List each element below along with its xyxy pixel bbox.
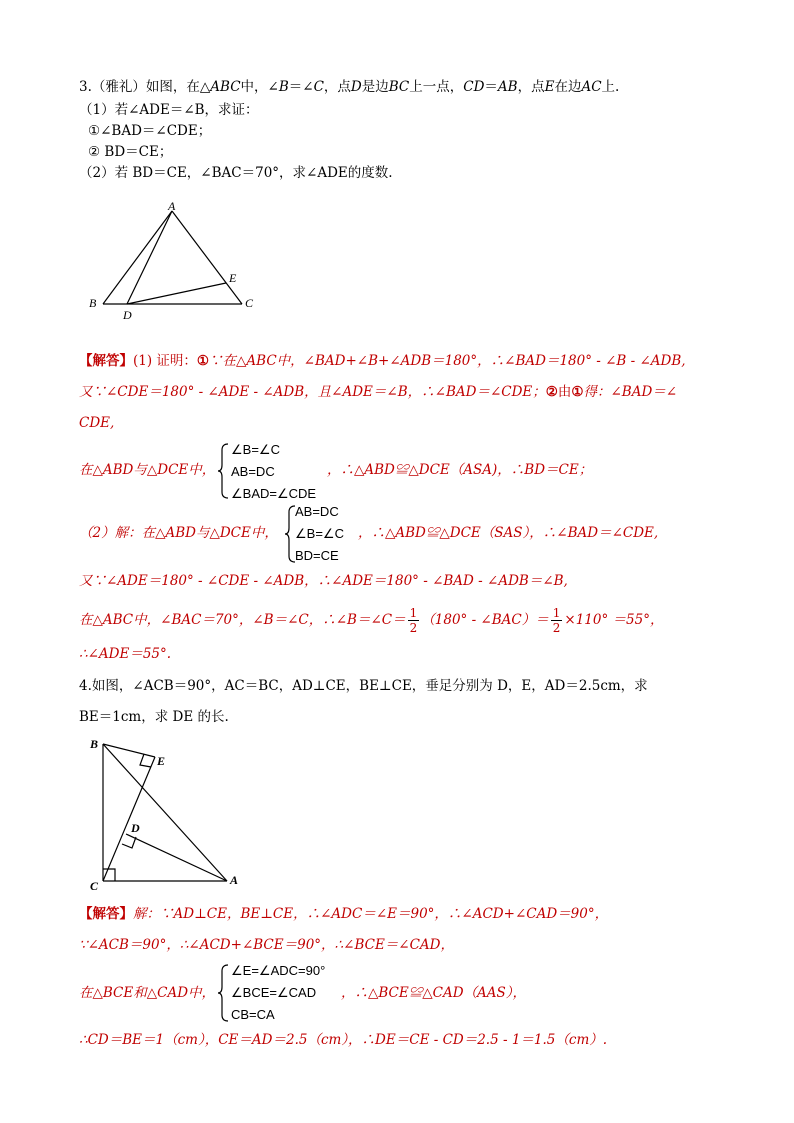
q3-stem-part: CD — [463, 79, 485, 95]
q3-stem — [79, 78, 619, 96]
q3-stem-part: ，点 — [517, 79, 545, 95]
label-A: A — [168, 199, 176, 213]
q3-answer-text: 在△ABC中，∠BAC＝70°，∠B＝∠C，∴∠B＝∠C＝ — [79, 612, 406, 628]
q3-stem-part: 上一点， — [409, 79, 464, 95]
label-C: C — [90, 879, 99, 892]
q3-answer-line1 — [79, 352, 686, 370]
q3-stem-part: 如图，在△ — [145, 79, 211, 95]
fraction-half — [408, 606, 420, 635]
q4-answer-line1 — [79, 905, 608, 923]
q3-stem-part: D — [350, 79, 362, 95]
q3-stem-part: AC — [581, 79, 602, 95]
q3-part1b: ② BD＝CE； — [88, 144, 173, 160]
q3-stem-part: 中，∠ — [240, 79, 279, 95]
q3-part1: （1）若∠ADE＝∠B，求证： — [79, 102, 259, 118]
q4-answer-line4: ∴CD＝BE＝1（cm），CE＝AD＝2.5（cm），∴DE＝CE - CD＝2.5 - 1＝1.5（cm）. — [79, 1032, 608, 1048]
q3-answer-line5-pre: （2）解：在△ABD与△DCE中， — [79, 525, 278, 541]
q4-right-triangle-figure — [85, 732, 255, 892]
label-D: D — [123, 308, 132, 322]
q3-part1a: ①∠BAD＝∠CDE； — [88, 123, 212, 139]
seg-BE — [103, 744, 155, 757]
seg-DE — [127, 283, 226, 304]
q4-stem-line1: 4.如图，∠ACB＝90°，AC＝BC，AD⊥CE，BE⊥CE，垂足分别为 D，E，AD＝2.5cm，求 — [79, 678, 648, 694]
q3-answer-line3: CDE, — [79, 415, 115, 431]
q3-answer-line2 — [79, 383, 677, 401]
system-row: ∠BCE=∠CAD — [231, 985, 317, 1000]
q3-answer-text: ×110° ＝55°， — [564, 612, 664, 628]
q3-stem-part: 上. — [601, 79, 620, 95]
label-E: E — [229, 271, 237, 285]
fraction-denominator: 2 — [409, 621, 418, 635]
fraction-half — [551, 606, 563, 635]
right-angle-mark-C — [103, 869, 115, 881]
answer-tag: 【解答】 — [79, 906, 133, 922]
q3-stem-part: 是边 — [361, 79, 389, 95]
q3-answer-marker: ② — [545, 384, 558, 400]
q3-answer-line7 — [79, 603, 663, 637]
q3-stem-part: C — [313, 79, 324, 95]
brace-icon — [218, 442, 230, 500]
q3-stem-part: ABC — [210, 79, 241, 95]
q3-answer-text: （180° - ∠BAC）＝ — [421, 612, 549, 628]
q3-system-1 — [231, 439, 316, 505]
q3-stem-part: ＝ — [484, 79, 498, 95]
label-D: D — [131, 821, 140, 835]
q3-stem-part: ，点 — [323, 79, 351, 95]
fraction-numerator: 1 — [409, 606, 418, 620]
system-row: ∠BAD=∠CDE — [231, 486, 317, 501]
q3-stem-part: E — [544, 79, 555, 95]
label-B: B — [89, 296, 97, 310]
q4-system — [231, 960, 325, 1026]
system-row: AB=DC — [295, 504, 339, 519]
q3-answer-text: 得：∠BAD＝∠ — [583, 384, 678, 400]
q3-answer-line4-post: ，∴△ABD≌△DCE（ASA)，∴BD＝CE； — [327, 462, 593, 478]
brace-icon — [218, 963, 230, 1023]
q4-stem-line2: BE＝1cm，求 DE 的长. — [79, 709, 229, 725]
q3-stem-part: BC — [388, 79, 410, 95]
q4-answer-line3-pre: 在△BCE和△CAD中， — [79, 985, 216, 1001]
seg-AC — [172, 211, 242, 304]
q3-answer-line5-post: ，∴△ABD≌△DCE（SAS），∴∠BAD＝∠CDE, — [358, 525, 659, 541]
q3-stem-part: B — [278, 79, 289, 95]
q3-triangle-figure — [80, 198, 270, 323]
system-row: AB=DC — [231, 464, 275, 479]
q3-answer-text: 又∵∠CDE＝180° - ∠ADE - ∠ADB，且∠ADE＝∠B，∴∠BAD＝∠CDE； — [79, 384, 546, 400]
fraction-numerator: 1 — [552, 606, 561, 620]
system-row: ∠B=∠C — [231, 442, 280, 457]
seg-CE — [103, 757, 155, 881]
system-row: ∠B=∠C — [295, 526, 344, 541]
q3-part2: （2）若 BD＝CE，∠BAC＝70°，求∠ADE的度数. — [79, 165, 393, 181]
q3-system-2 — [295, 501, 344, 567]
system-row: BD=CE — [295, 548, 339, 563]
q3-answer-line4-pre: 在△ABD与△DCE中， — [79, 462, 216, 478]
q3-number: 3. — [79, 79, 92, 95]
q3-answer-line6: 又∵∠ADE＝180° - ∠CDE - ∠ADB，∴∠ADE＝180° - ∠BAD - ∠ADB＝∠B, — [79, 573, 568, 589]
q4-answer-line3-post: ，∴△BCE≌△CAD（AAS）， — [341, 985, 527, 1001]
q3-answer-marker: ① — [571, 384, 584, 400]
q3-answer-text: ∵在△ABC中，∠BAD+∠B+∠ADB＝180°，∴∠BAD＝180° - ∠B - ∠ADB, — [209, 353, 686, 369]
q3-answer-text: 由 — [557, 384, 572, 400]
label-C: C — [245, 296, 254, 310]
label-B: B — [90, 737, 99, 751]
right-angle-mark-D — [122, 837, 136, 848]
seg-AB — [103, 211, 172, 304]
q3-stem-part: ＝∠ — [288, 79, 314, 95]
label-A: A — [230, 873, 239, 887]
system-row: CB=CA — [231, 1007, 275, 1022]
q3-answer-marker: ① — [196, 353, 210, 369]
fraction-denominator: 2 — [552, 621, 561, 635]
q4-answer-line2: ∵∠ACB＝90°，∴∠ACD+∠BCE＝90°，∴∠BCE＝∠CAD， — [79, 937, 455, 953]
q3-answer-line8: ∴∠ADE＝55°. — [79, 646, 172, 662]
seg-AD — [127, 211, 172, 304]
q3-stem-part: 在边 — [554, 79, 582, 95]
system-row: ∠E=∠ADC=90° — [231, 963, 326, 978]
seg-AD — [126, 834, 227, 881]
q3-source: （雅礼） — [91, 79, 146, 95]
q3-stem-part: AB — [497, 79, 518, 95]
answer-tag: 【解答】 — [79, 353, 133, 369]
label-E: E — [157, 754, 166, 768]
q3-answer-text: (1) 证明： — [133, 353, 197, 369]
q4-answer-text: 解：∵AD⊥CE，BE⊥CE，∴∠ADC＝∠E＝90°，∴∠ACD+∠CAD＝90°， — [133, 906, 609, 922]
